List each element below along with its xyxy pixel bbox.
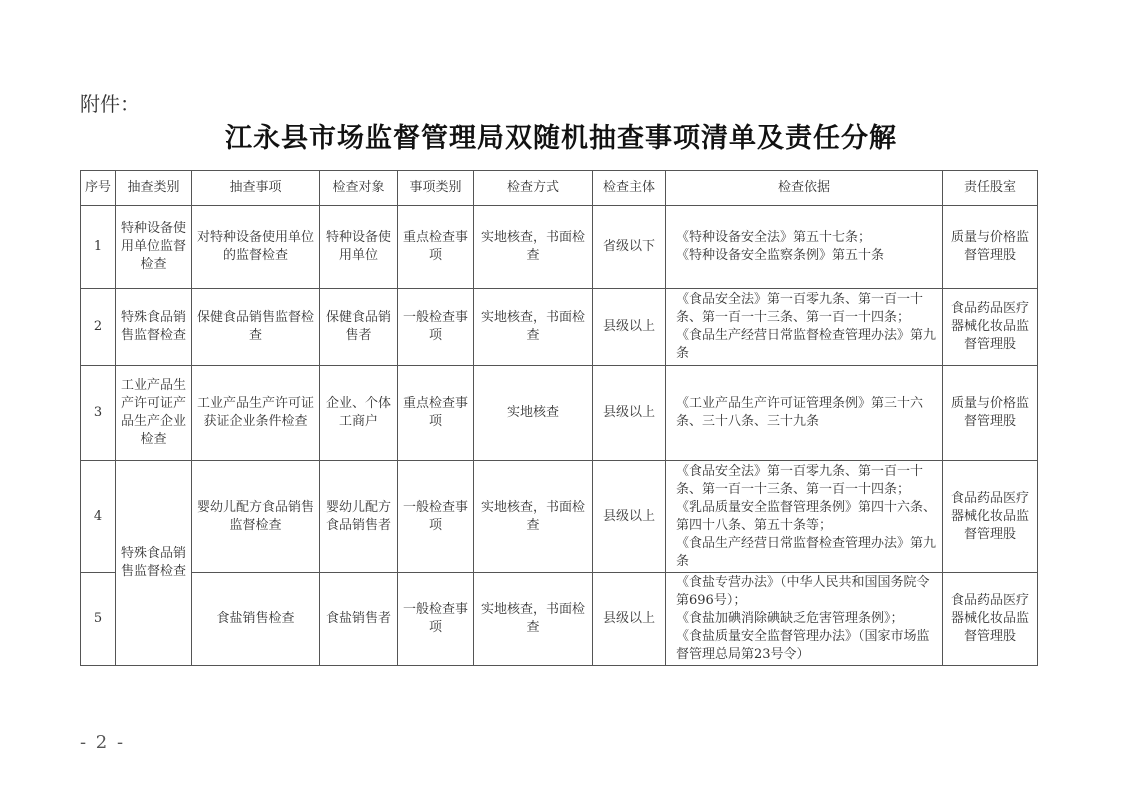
header-subject: 检查主体	[593, 171, 666, 206]
header-object: 检查对象	[320, 171, 398, 206]
cell-category: 工业产品生产许可证产品生产企业检查	[116, 366, 192, 461]
cell-dept: 食品药品医疗器械化妆品监督管理股	[943, 461, 1038, 573]
inspection-items-table	[80, 170, 1038, 666]
cell-object: 特种设备使用单位	[320, 206, 398, 289]
cell-basis	[666, 206, 943, 289]
cell-seq: 2	[81, 289, 116, 366]
cell-item: 食盐销售检查	[192, 573, 320, 666]
cell-dept: 质量与价格监督管理股	[943, 366, 1038, 461]
cell-object: 婴幼儿配方食品销售者	[320, 461, 398, 573]
cell-object: 保健食品销售者	[320, 289, 398, 366]
attachment-label: 附件：	[80, 92, 140, 116]
document-title: 江永县市场监督管理局双随机抽查事项清单及责任分解	[225, 123, 897, 154]
basis-line: 《食盐专营办法》（中华人民共和国国务院令第696号）；	[676, 575, 930, 608]
cell-subject: 县级以上	[593, 366, 666, 461]
cell-item: 保健食品销售监督检查	[192, 289, 320, 366]
basis-line: 《食品安全法》第一百零九条、第一百一十条、第一百一十三条、第一百一十四条；	[676, 292, 924, 325]
cell-dept: 食品药品医疗器械化妆品监督管理股	[943, 289, 1038, 366]
cell-category: 特殊食品销售监督检查	[116, 289, 192, 366]
cell-basis	[666, 366, 943, 461]
cell-method: 实地核查，书面检查	[474, 461, 593, 573]
header-method: 检查方式	[474, 171, 593, 206]
cell-type: 一般检查事项	[398, 573, 474, 666]
table-row	[81, 573, 1038, 666]
page-number: - 2 -	[80, 732, 126, 753]
cell-category: 特殊食品销售监督检查	[116, 461, 192, 666]
cell-type: 重点检查事项	[398, 366, 474, 461]
cell-seq: 5	[81, 573, 116, 666]
table-row	[81, 461, 1038, 573]
cell-dept: 质量与价格监督管理股	[943, 206, 1038, 289]
cell-seq: 3	[81, 366, 116, 461]
basis-line: 《特种设备安全监察条例》第五十条	[676, 248, 885, 263]
cell-seq: 1	[81, 206, 116, 289]
cell-method: 实地核查，书面检查	[474, 289, 593, 366]
basis-line: 《工业产品生产许可证管理条例》第三十六条、三十八条、三十九条	[676, 396, 924, 429]
table-header-row	[81, 171, 1038, 206]
cell-subject: 县级以上	[593, 289, 666, 366]
cell-object: 食盐销售者	[320, 573, 398, 666]
header-item: 抽查事项	[192, 171, 320, 206]
basis-line: 《食盐加碘消除碘缺乏危害管理条例》；	[676, 611, 904, 626]
cell-method: 实地核查，书面检查	[474, 206, 593, 289]
table-row	[81, 366, 1038, 461]
cell-subject: 县级以上	[593, 573, 666, 666]
cell-method: 实地核查	[474, 366, 593, 461]
cell-type: 重点检查事项	[398, 206, 474, 289]
cell-type: 一般检查事项	[398, 461, 474, 573]
table-row	[81, 289, 1038, 366]
cell-item: 工业产品生产许可证获证企业条件检查	[192, 366, 320, 461]
cell-basis	[666, 461, 943, 573]
table-row	[81, 206, 1038, 289]
cell-method: 实地核查，书面检查	[474, 573, 593, 666]
header-type: 事项类别	[398, 171, 474, 206]
cell-type: 一般检查事项	[398, 289, 474, 366]
cell-basis	[666, 289, 943, 366]
basis-line: 《特种设备安全法》第五十七条；	[676, 230, 872, 245]
cell-item: 对特种设备使用单位的监督检查	[192, 206, 320, 289]
header-category: 抽查类别	[116, 171, 192, 206]
cell-seq: 4	[81, 461, 116, 573]
cell-subject: 省级以下	[593, 206, 666, 289]
cell-basis	[666, 573, 943, 666]
basis-line: 《食品安全法》第一百零九条、第一百一十条、第一百一十三条、第一百一十四条；	[676, 463, 924, 497]
cell-item: 婴幼儿配方食品销售监督检查	[192, 461, 320, 573]
cell-category: 特种设备使用单位监督检查	[116, 206, 192, 289]
cell-dept: 食品药品医疗器械化妆品监督管理股	[943, 573, 1038, 666]
header-basis: 检查依据	[666, 171, 943, 206]
basis-line: 《食盐质量安全监督管理办法》（国家市场监督管理总局第23号令）	[676, 629, 930, 662]
cell-subject: 县级以上	[593, 461, 666, 573]
basis-line: 《食品生产经营日常监督检查管理办法》第九条	[676, 328, 937, 361]
header-dept: 责任股室	[943, 171, 1038, 206]
basis-line: 《食品生产经营日常监督检查管理办法》第九条	[676, 535, 937, 569]
header-seq: 序号	[81, 171, 116, 206]
cell-object: 企业、个体工商户	[320, 366, 398, 461]
basis-line: 《乳品质量安全监督管理条例》第四十六条、第四十八条、第五十条等；	[676, 499, 937, 533]
